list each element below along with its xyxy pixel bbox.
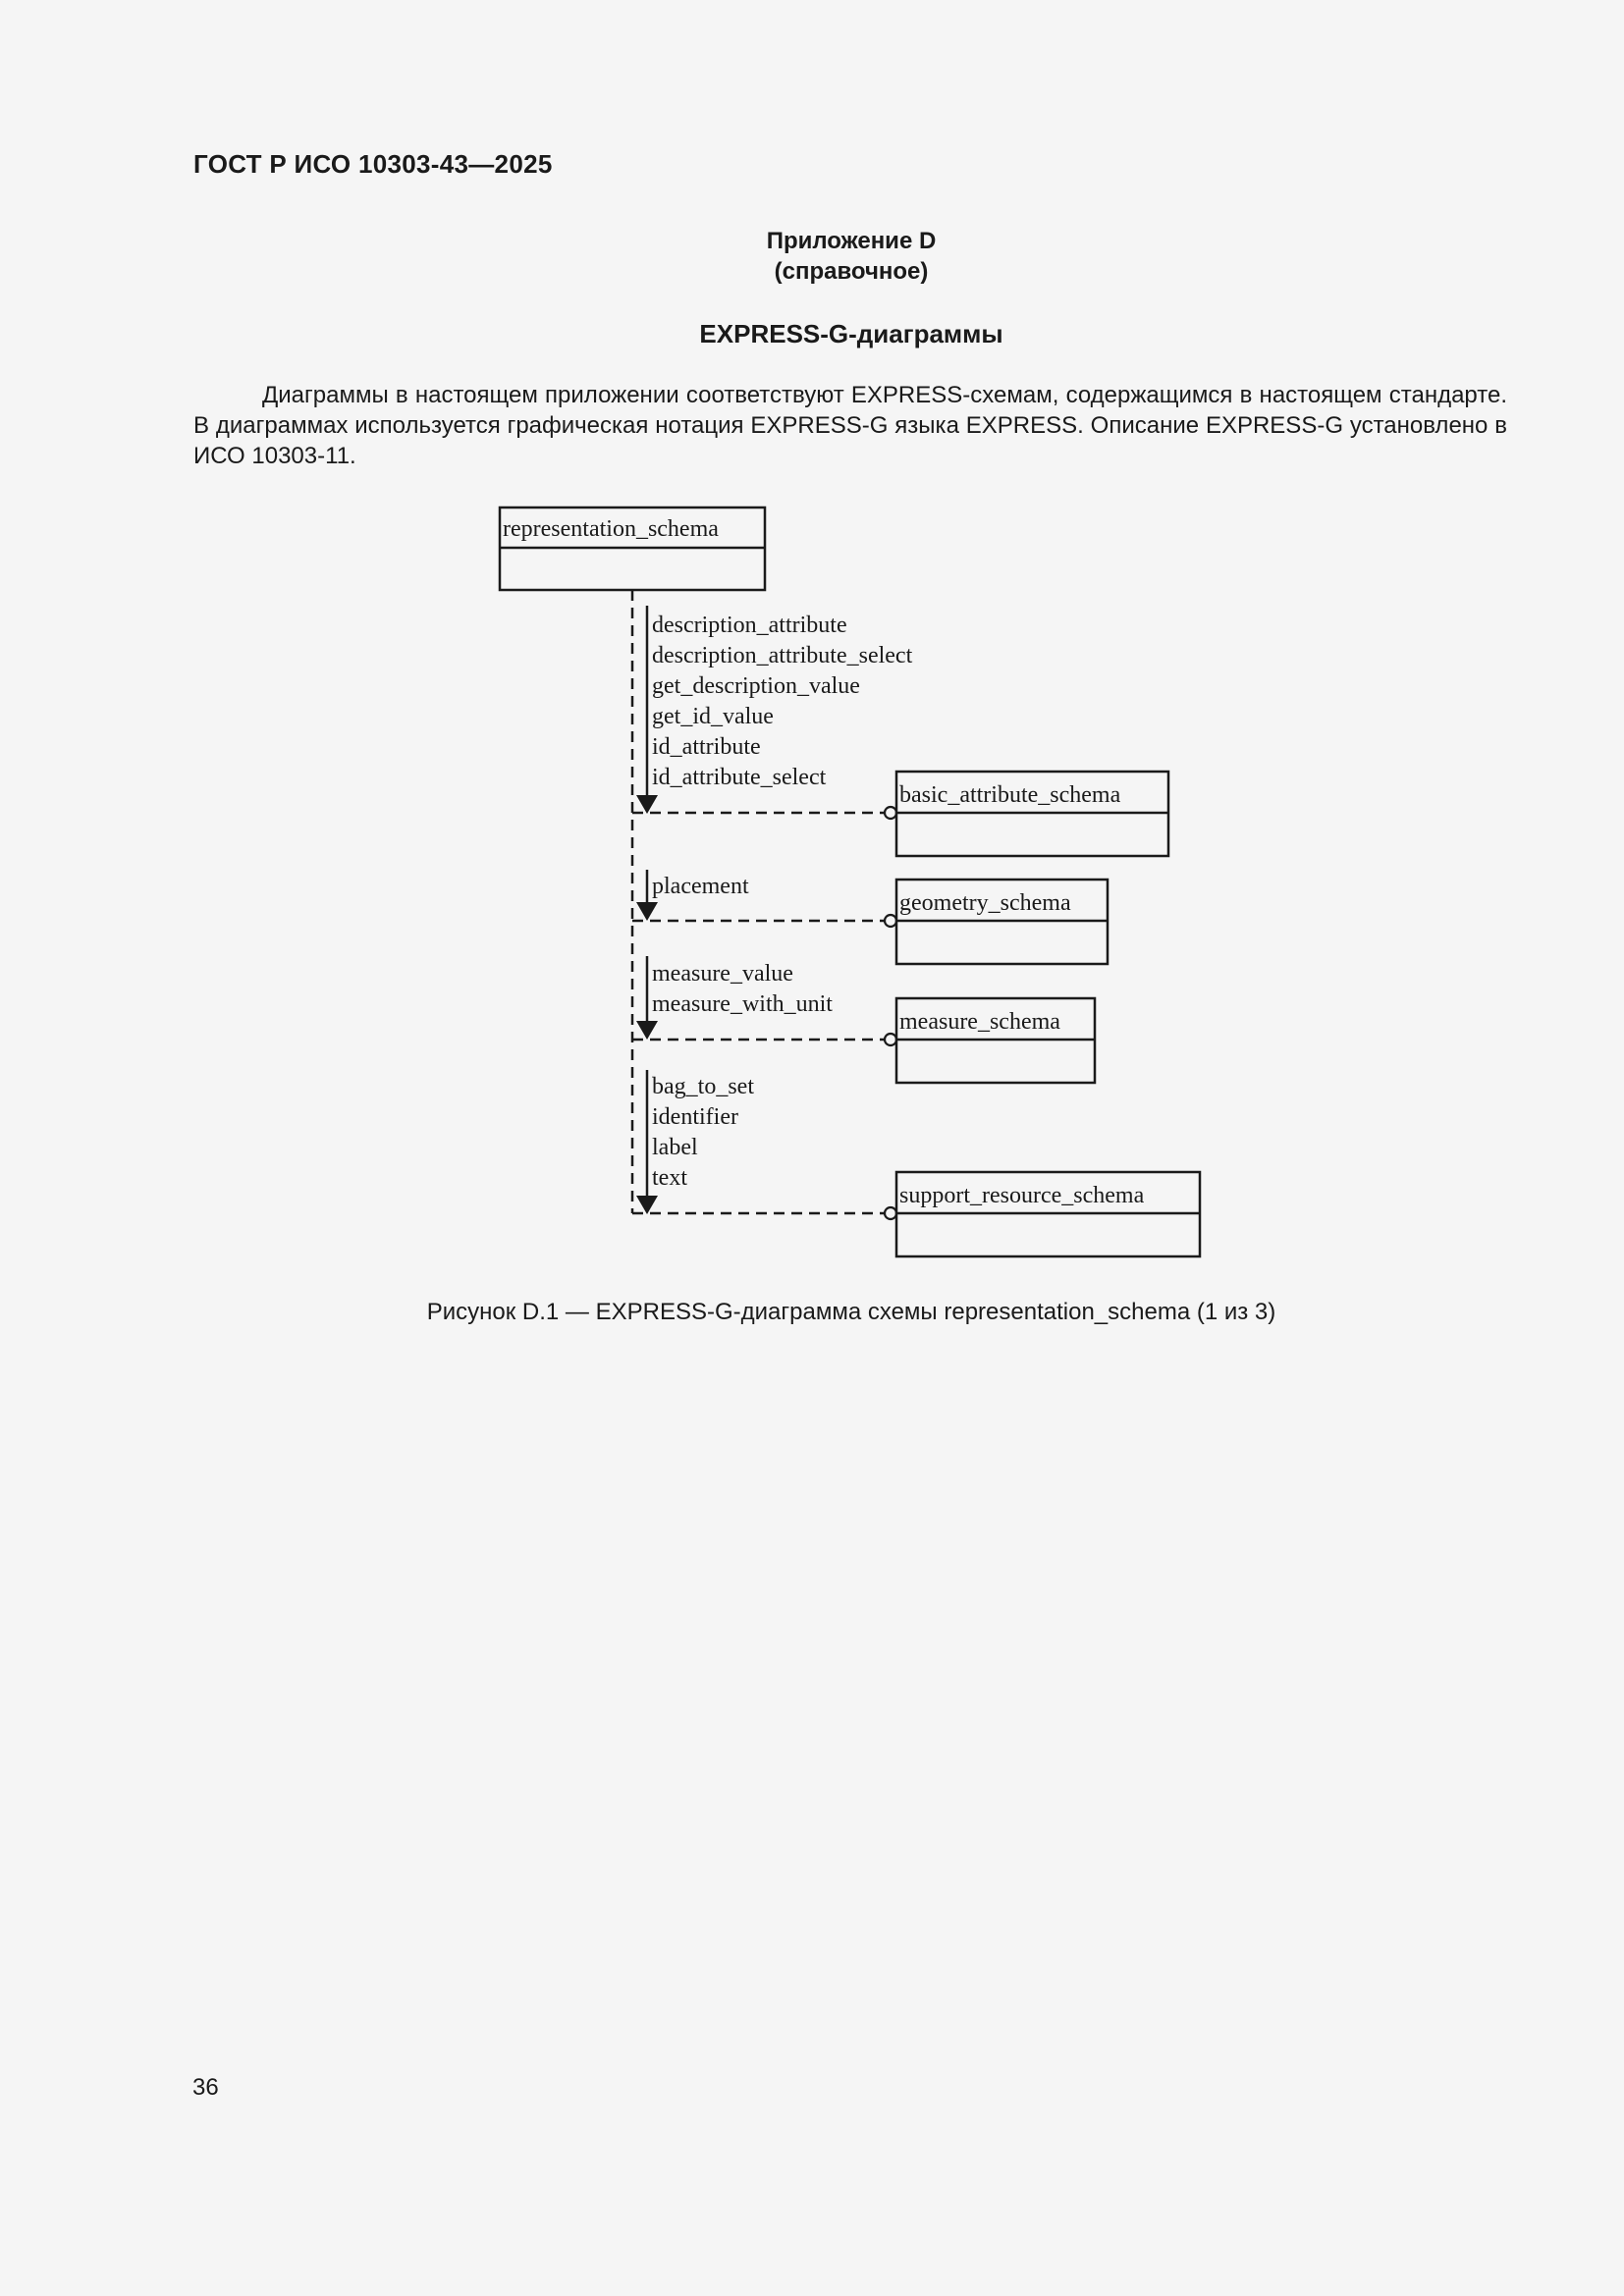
reference-item: placement — [652, 874, 749, 899]
document-code: ГОСТ Р ИСО 10303-43—2025 — [193, 149, 553, 179]
reference-item: text — [652, 1165, 687, 1191]
arrow-head — [636, 795, 658, 814]
source-schema-label: representation_schema — [503, 516, 719, 542]
reference-item: description_attribute_select — [652, 643, 913, 668]
annex-subtitle: (справочное) — [774, 258, 929, 285]
annex-title: Приложение D — [766, 228, 937, 254]
reference-item: id_attribute — [652, 734, 761, 760]
reference-item: description_attribute — [652, 613, 847, 638]
reference-group — [632, 956, 1095, 1083]
reference-item: measure_with_unit — [652, 991, 833, 1017]
arrow-head — [636, 1021, 658, 1040]
schema-label: support_resource_schema — [899, 1183, 1145, 1208]
reference-circle — [885, 1207, 896, 1219]
arrow-head — [636, 1196, 658, 1214]
section-title: EXPRESS-G-диаграммы — [699, 319, 1003, 348]
schema-label: measure_schema — [899, 1009, 1060, 1035]
reference-item: get_description_value — [652, 673, 860, 699]
reference-circle — [885, 915, 896, 927]
reference-group — [632, 606, 1168, 856]
reference-item: bag_to_set — [652, 1074, 754, 1099]
source-schema-box — [500, 507, 765, 590]
reference-circle — [885, 1034, 896, 1045]
reference-item: measure_value — [652, 961, 793, 987]
schema-label: geometry_schema — [899, 890, 1071, 916]
reference-item: identifier — [652, 1104, 738, 1130]
reference-item: id_attribute_select — [652, 765, 827, 790]
schema-label: basic_attribute_schema — [899, 782, 1121, 808]
intro-paragraph-text: Диаграммы в настоящем приложении соответствуют EXPRESS-схемам, содержащимся в настоящем стандарте. В диаграммах используется графическая нотация EXPRESS-G языка EXPRESS. Описание EXPRESS-G установлено в ИСО 10303-11. — [193, 382, 1507, 469]
page-number: 36 — [192, 2074, 219, 2101]
reference-circle — [885, 807, 896, 819]
reference-group — [632, 870, 1108, 964]
figure-caption: Рисунок D.1 — EXPRESS-G-диаграмма схемы representation_schema (1 из 3) — [426, 1299, 1276, 1325]
reference-group — [632, 1070, 1200, 1256]
reference-item: get_id_value — [652, 704, 774, 729]
reference-item: label — [652, 1135, 698, 1160]
arrow-head — [636, 902, 658, 921]
